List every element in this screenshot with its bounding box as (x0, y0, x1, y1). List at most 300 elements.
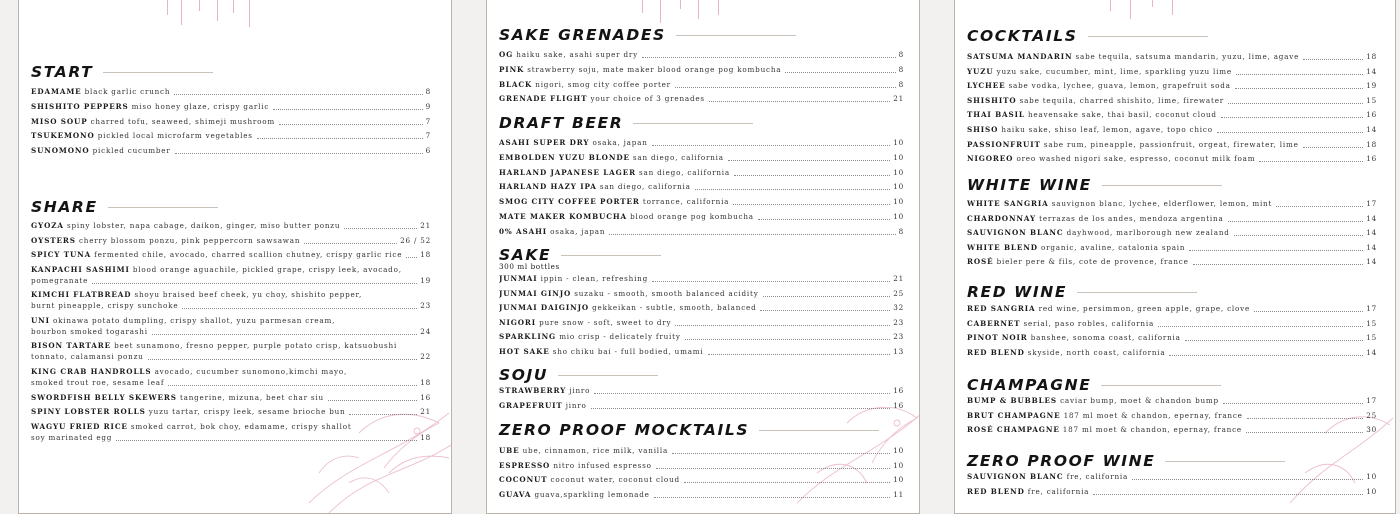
item-name: RED BLEND (967, 486, 1025, 496)
item-description: beet sunamono, fresno pepper, purple potato crisp, katsuobushi (114, 341, 398, 351)
item-price: 14 (1366, 257, 1377, 267)
menu-page-drinks (486, 0, 920, 514)
item-description: red wine, persimmon, green apple, grape, clove (1038, 304, 1251, 313)
item-text (967, 80, 1231, 91)
menu-item (967, 66, 1377, 77)
dot-leader (175, 153, 423, 154)
item-text (967, 95, 1224, 106)
dot-leader (279, 124, 423, 125)
item-text (499, 474, 680, 485)
item-description: sabe tequila, satsuma mandarin, yuzu, lime, agave (1075, 52, 1300, 61)
menu-item (31, 264, 431, 286)
heading-rule (676, 35, 796, 36)
item-price: 8 (425, 87, 431, 96)
item-description-cont: smoked trout roe, sesame leaf (31, 377, 165, 387)
menu-item (967, 109, 1377, 120)
dot-leader (728, 160, 890, 161)
item-text (31, 249, 402, 260)
heading-rule (633, 123, 753, 124)
section-heading-zero-wine (967, 452, 1285, 470)
menu-item (967, 410, 1377, 421)
item-description: oreo washed nigori sake, espresso, coconut milk foam (1016, 154, 1256, 164)
item-description-cont: bourbon smoked togarashi (31, 326, 148, 336)
dot-leader (273, 109, 422, 110)
item-description: ube, cinnamon, rice milk, vanilla (522, 446, 669, 455)
dot-leader (1276, 206, 1363, 207)
dot-leader (349, 414, 417, 415)
item-line-2 (31, 275, 431, 286)
menu-item (31, 101, 431, 112)
item-price: 17 (1366, 304, 1377, 313)
item-text (31, 116, 275, 127)
dot-leader (304, 243, 397, 244)
item-name: LYCHEE (967, 81, 1006, 91)
item-price: 21 (893, 274, 904, 283)
item-name: UNI (31, 315, 50, 325)
item-price: 7 (425, 131, 431, 141)
item-description: tangerine, mizuna, beet char siu (179, 392, 324, 402)
dot-leader (148, 359, 418, 360)
item-description: 187 ml moet & chandon, epernay, france (1062, 425, 1242, 435)
item-name: JUNMAI DAIGINJO (499, 303, 590, 313)
section-title: WHITE WINE (967, 176, 1092, 194)
item-line-1 (31, 289, 431, 300)
item-name: NIGORI (499, 317, 537, 327)
heading-rule (759, 430, 879, 431)
dot-leader (609, 234, 895, 235)
menu-item (967, 318, 1377, 329)
menu-item (499, 273, 904, 284)
menu-item (499, 489, 904, 500)
section-title: START (31, 63, 94, 81)
item-description: smoked carrot, bok choy, edamame, crispy shallot (130, 421, 352, 431)
item-description: heavensake sake, thai basil, coconut cloud (1027, 110, 1217, 120)
item-name: PINOT NOIR (967, 333, 1028, 343)
dot-leader (1217, 132, 1363, 133)
dot-leader (594, 393, 890, 394)
menu-item (31, 340, 431, 362)
dot-leader (1234, 235, 1364, 236)
item-text (31, 130, 253, 141)
item-price: 30 (1366, 425, 1377, 435)
item-text (967, 318, 1154, 329)
item-price: 8 (898, 226, 904, 236)
item-description: bieler pere & fils, cote de provence, france (996, 257, 1189, 267)
dot-leader (1169, 355, 1363, 356)
item-description: san diego, california (639, 167, 730, 177)
item-name: JUNMAI (499, 274, 538, 283)
item-text (499, 489, 650, 500)
item-description: 187 ml moet & chandon, epernay, france (1063, 410, 1243, 420)
item-name: BISON TARTARE (31, 341, 112, 351)
item-price: 23 (420, 301, 431, 311)
menu-item (499, 302, 904, 313)
dot-leader (182, 308, 417, 309)
menu-item (967, 51, 1377, 62)
item-price: 15 (1366, 318, 1377, 328)
dot-leader (1093, 494, 1363, 495)
item-description-cont: burnt pineapple, crispy sunchoke (31, 301, 179, 311)
item-description: haiku sake, shiso leaf, lemon, agave, topo chico (1001, 125, 1213, 134)
item-description: banshee, sonoma coast, california (1030, 333, 1181, 343)
menu-item (31, 366, 431, 388)
item-price: 25 (893, 288, 904, 298)
menu-item (967, 198, 1377, 209)
item-description: strawberry soju, mate maker blood orange pog kombucha (527, 64, 782, 74)
dot-leader (1303, 59, 1363, 60)
item-name: SAUVIGNON BLANC (967, 472, 1064, 481)
section-title: SHARE (31, 198, 98, 216)
section-title: CHAMPAGNE (967, 376, 1092, 394)
section-title: SAKE GRENADES (499, 26, 666, 44)
item-description: sabe rum, pineapple, passionfruit, orgeat, firewater, lime (1043, 139, 1299, 149)
item-name: CHARDONNAY (967, 213, 1037, 223)
section-heading-zero-mocktails (499, 421, 879, 439)
item-description: terrazas de los andes, mendoza argentina (1039, 213, 1224, 223)
item-text (967, 124, 1213, 135)
item-description: guava,sparkling lemonade (534, 489, 650, 499)
dot-leader (1193, 264, 1364, 265)
item-name: SATSUMA MANDARIN (967, 52, 1073, 61)
menu-item (31, 249, 431, 260)
item-text (499, 79, 671, 90)
dot-leader (1189, 250, 1363, 251)
section-title: ZERO PROOF MOCKTAILS (499, 421, 750, 439)
item-text (967, 410, 1243, 421)
item-description: suzaku - smooth, smooth balanced acidity (574, 288, 759, 298)
dot-leader (168, 385, 417, 386)
item-name: SAUVIGNON BLANC (967, 228, 1064, 238)
item-description: spiny lobster, napa cabage, daikon, ginger, miso butter ponzu (66, 221, 341, 230)
item-price: 17 (1366, 396, 1377, 405)
item-price: 16 (1366, 154, 1377, 164)
item-line-1 (31, 315, 431, 326)
item-name: CABERNET (967, 318, 1021, 328)
item-price: 8 (898, 50, 904, 59)
item-price: 10 (893, 446, 904, 455)
item-text (967, 332, 1181, 343)
dot-leader (1228, 221, 1364, 222)
item-price: 10 (893, 138, 904, 147)
item-name: STRAWBERRY (499, 386, 567, 395)
menu-item (499, 460, 904, 471)
item-text (499, 167, 730, 178)
item-description: black garlic crunch (84, 87, 171, 96)
dot-leader (257, 138, 423, 139)
item-name: ROSÉ (967, 257, 994, 267)
item-name: EDAMAME (31, 87, 82, 96)
item-text (967, 51, 1299, 62)
item-text (499, 181, 691, 192)
dot-leader (652, 281, 890, 282)
item-description: sho chiku bai - full bodied, umami (552, 347, 704, 356)
item-description-cont: soy marinated egg (31, 432, 113, 442)
dot-leader (684, 482, 890, 483)
section-heading-red-wine (967, 283, 1197, 301)
item-text (499, 137, 648, 148)
menu-item (967, 213, 1377, 224)
item-text (499, 385, 590, 396)
item-name: NIGOREO (967, 154, 1014, 164)
heading-rule (103, 72, 213, 73)
item-description: dayhwood, marlborough new zealand (1066, 228, 1230, 238)
dot-leader (1254, 311, 1363, 312)
menu-item (499, 226, 904, 237)
item-description: miso honey glaze, crispy garlic (131, 101, 270, 111)
item-name: KING CRAB HANDROLLS (31, 366, 152, 376)
dot-leader (760, 310, 890, 311)
item-name: PINK (499, 64, 525, 74)
item-description: your choice of 3 grenades (590, 94, 705, 104)
heading-rule (1102, 185, 1222, 186)
item-name: MISO SOUP (31, 116, 88, 126)
menu-item (31, 86, 431, 97)
item-name: BUMP & BUBBLES (967, 396, 1058, 405)
item-price: 11 (893, 489, 904, 499)
item-text (499, 346, 704, 357)
item-name: BRUT CHAMPAGNE (967, 410, 1061, 420)
item-price: 8 (898, 64, 904, 74)
item-description: osaka, japan (550, 226, 606, 236)
item-description: skyside, north coast, california (1027, 347, 1166, 357)
item-name: WHITE BLEND (967, 242, 1038, 252)
item-text (499, 211, 754, 222)
dot-leader (733, 204, 890, 205)
menu-item (31, 421, 431, 443)
heading-rule (1088, 36, 1208, 37)
dot-leader (734, 175, 890, 176)
item-name: 0% ASAHI (499, 226, 548, 236)
item-line-1 (31, 264, 431, 275)
item-price: 21 (893, 94, 904, 104)
item-name: TSUKEMONO (31, 131, 95, 141)
section-heading-share (31, 198, 218, 216)
pink-drip-decoration (1100, 0, 1200, 23)
menu-item (31, 392, 431, 403)
item-text (31, 406, 345, 417)
item-price: 10 (893, 152, 904, 162)
item-description: jinro (569, 386, 591, 395)
item-text (499, 226, 605, 237)
item-description: blood orange aguachile, pickled grape, crispy leek, avocado, (132, 264, 402, 274)
menu-item (499, 196, 904, 207)
item-price: 18 (1366, 52, 1377, 61)
menu-item (967, 486, 1377, 497)
menu-item (967, 303, 1377, 314)
dot-leader (328, 400, 417, 401)
menu-item (499, 317, 904, 328)
section-title: RED WINE (967, 283, 1068, 301)
section-title: SAKE (499, 246, 552, 264)
item-description: nitro infused espresso (553, 460, 652, 470)
item-description: mio crisp - delicately fruity (559, 332, 681, 342)
item-description: blood orange pog kombucha (630, 212, 754, 221)
item-price: 14 (1366, 213, 1377, 223)
item-description: san diego, california (632, 152, 724, 162)
item-text (967, 153, 1255, 164)
section-title: DRAFT BEER (499, 114, 624, 132)
item-price: 9 (425, 101, 431, 111)
menu-item (499, 346, 904, 357)
section-heading-soju (499, 366, 658, 384)
item-text (967, 395, 1219, 406)
dot-leader (1223, 403, 1363, 404)
section-heading-sake-grenades (499, 26, 796, 44)
item-name: GUAVA (499, 489, 532, 499)
heading-rule (1101, 385, 1221, 386)
menu-page-cocktails-wine (954, 0, 1396, 514)
dot-leader (1246, 432, 1363, 433)
item-price: 14 (1366, 66, 1377, 76)
menu-item (31, 289, 431, 311)
item-description: shoyu braised beef cheek, yu choy, shishito pepper, (134, 290, 363, 300)
item-text (31, 220, 340, 231)
item-price: 16 (893, 400, 904, 410)
item-description: fermented chile, avocado, charred scallion chutney, crispy garlic rice (94, 250, 403, 259)
dot-leader (1235, 88, 1363, 89)
item-description: fre, california (1027, 486, 1090, 496)
dot-leader (785, 72, 895, 73)
dot-leader (1185, 340, 1364, 341)
menu-item (499, 49, 904, 60)
heading-rule (561, 255, 661, 256)
section-heading-draft-beer (499, 114, 753, 132)
menu-item (967, 95, 1377, 106)
item-description: pickled cucumber (92, 146, 171, 156)
menu-item (967, 332, 1377, 343)
item-text (967, 486, 1089, 497)
dot-leader (116, 440, 417, 441)
item-name: UBE (499, 446, 520, 455)
item-description: fre, california (1066, 472, 1129, 481)
dot-leader (656, 468, 890, 469)
menu-item (967, 424, 1377, 435)
item-name: OG (499, 50, 514, 59)
item-text (499, 400, 587, 411)
menu-item (967, 395, 1377, 406)
item-text (499, 196, 729, 207)
item-price: 15 (1366, 95, 1377, 105)
dot-leader (1303, 147, 1364, 148)
item-description: organic, avaline, catalonia spain (1040, 242, 1186, 252)
item-description: gekkeikan - subtle, smooth, balanced (592, 303, 757, 313)
item-description: sauvignon blanc, lychee, elderflower, lemon, mint (1051, 199, 1273, 208)
dot-leader (675, 325, 890, 326)
item-description: yuzu tartar, crispy leek, sesame brioche bun (148, 407, 346, 416)
dot-leader (1221, 117, 1363, 118)
item-text (967, 109, 1217, 120)
menu-item (31, 116, 431, 127)
menu-item (499, 288, 904, 299)
item-text (499, 64, 781, 75)
item-price: 10 (893, 460, 904, 470)
item-name: SPARKLING (499, 332, 557, 342)
item-name: COCONUT (499, 475, 548, 485)
dot-leader (642, 57, 896, 58)
menu-item (499, 400, 904, 411)
section-title: COCKTAILS (967, 27, 1078, 45)
item-price: 16 (420, 392, 431, 402)
item-price: 32 (893, 303, 904, 313)
item-line-1 (31, 421, 431, 432)
item-name: THAI BASIL (967, 110, 1025, 120)
dot-leader (1228, 103, 1363, 104)
menu-page-food (18, 0, 452, 514)
item-description: torrance, california (642, 197, 730, 207)
dot-leader (1132, 479, 1363, 480)
item-price: 14 (1366, 347, 1377, 357)
item-price: 10 (1366, 472, 1377, 481)
item-name: GRAPEFRUIT (499, 400, 563, 410)
menu-item (967, 153, 1377, 164)
menu-item (499, 167, 904, 178)
item-text (499, 152, 724, 163)
item-text (967, 139, 1299, 150)
item-text (967, 198, 1272, 209)
item-price: 21 (420, 221, 431, 230)
dot-leader (708, 354, 891, 355)
dot-leader (654, 497, 891, 498)
item-price: 14 (1366, 125, 1377, 134)
menu-item (967, 347, 1377, 358)
item-price: 18 (420, 377, 431, 387)
item-name: ESPRESSO (499, 460, 551, 470)
item-price: 18 (420, 250, 431, 259)
dot-leader (709, 101, 890, 102)
item-name: RED BLEND (967, 347, 1025, 357)
item-text (967, 242, 1185, 253)
item-description: avocado, cucumber sunomono,kimchi mayo, (154, 366, 348, 376)
section-heading-white-wine (967, 176, 1222, 194)
heading-rule (108, 207, 218, 208)
dot-leader (152, 334, 417, 335)
menu-item (967, 227, 1377, 238)
item-price: 15 (1366, 333, 1377, 343)
item-price: 16 (1366, 110, 1377, 120)
item-text (967, 256, 1189, 267)
item-price: 23 (893, 332, 904, 342)
item-name: SMOG CITY COFFEE PORTER (499, 197, 640, 207)
item-line-2 (31, 432, 431, 443)
item-price: 10 (893, 212, 904, 221)
item-name: SWORDFISH BELLY SKEWERS (31, 392, 177, 402)
dot-leader (1236, 74, 1363, 75)
item-description: osaka, japan (592, 138, 648, 147)
dot-leader (758, 219, 890, 220)
item-text (967, 66, 1232, 77)
item-description: caviar bump, moet & chandon bump (1060, 396, 1219, 405)
item-name: RED SANGRIA (967, 304, 1036, 313)
item-text (499, 317, 671, 328)
item-price: 7 (425, 116, 431, 126)
item-description: cherry blossom ponzu, pink peppercorn sawsawan (78, 235, 301, 245)
item-text (31, 145, 171, 156)
item-description: yuzu sake, cucumber, mint, lime, sparkling yuzu lime (996, 66, 1232, 76)
item-price: 6 (425, 146, 431, 156)
menu-item (31, 406, 431, 417)
item-price: 19 (1366, 81, 1377, 91)
item-name: ROSÉ CHAMPAGNE (967, 425, 1060, 435)
item-name: MATE MAKER KOMBUCHA (499, 212, 628, 221)
section-title: ZERO PROOF WINE (967, 452, 1156, 470)
item-price: 22 (420, 352, 431, 362)
menu-item (499, 211, 904, 222)
dot-leader (695, 189, 891, 190)
item-name: SHISO (967, 125, 999, 134)
item-price: 10 (1366, 486, 1377, 496)
dot-leader (406, 257, 417, 258)
item-name: SHISHITO (967, 95, 1017, 105)
